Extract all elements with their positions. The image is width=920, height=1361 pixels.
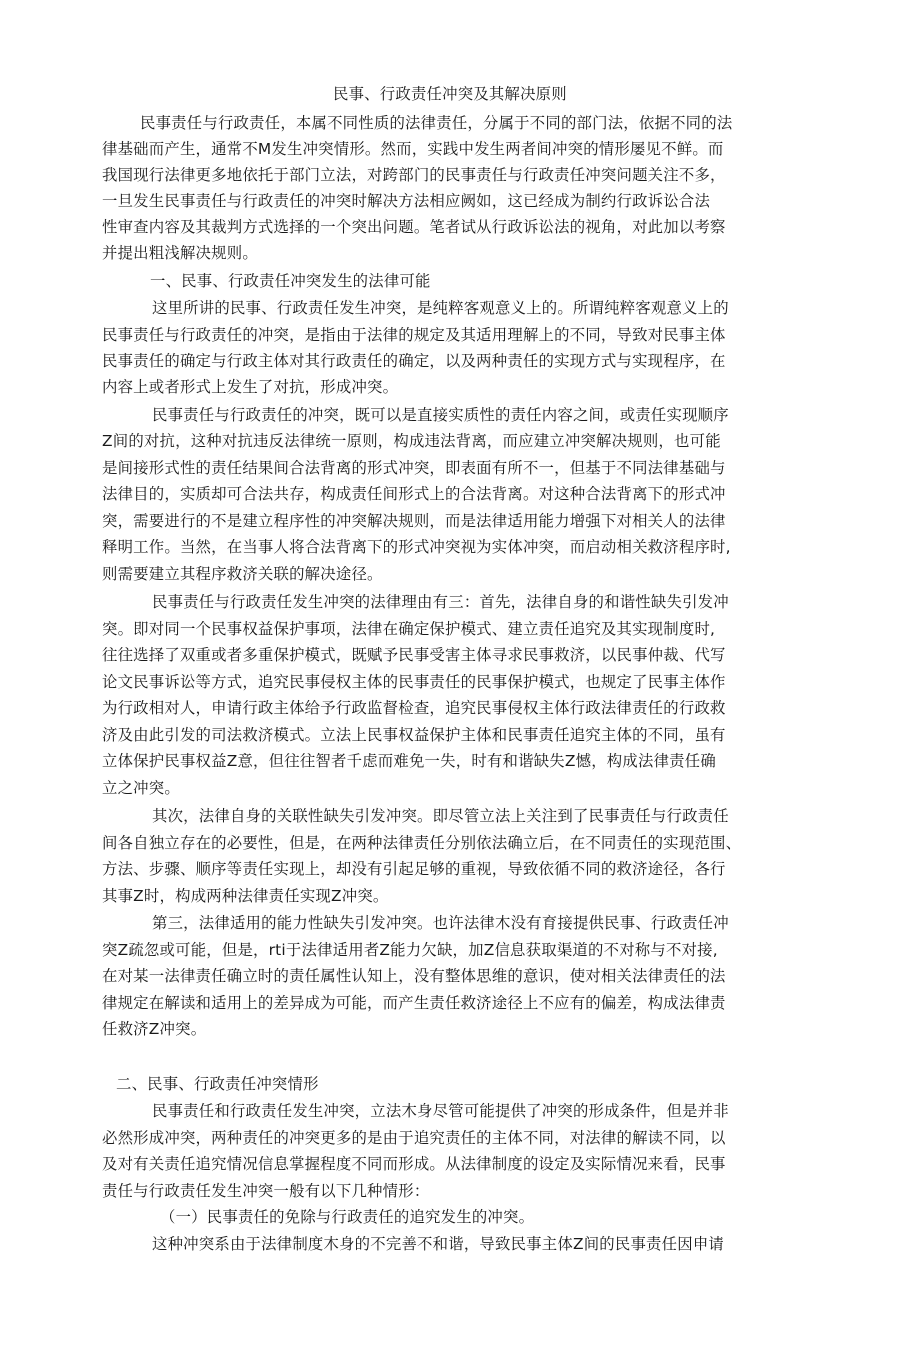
paragraph-line: 往往选择了双重或者多重保护模式，既赋予民事受害主体寻求民事救济，以民事仲裁、代写: [102, 646, 726, 664]
paragraph-line: 必然形成冲突，两种责任的冲突更多的是由于追究责任的主体不同，对法律的解读不同，以: [102, 1129, 726, 1147]
section-heading: 二、民事、行政责任冲突情形: [116, 1075, 319, 1093]
document-title: 民事、行政责任冲突及其解决原则: [333, 85, 567, 103]
paragraph-line: 民事责任与行政责任的冲突，既可以是直接实质性的责任内容之间，或责任实现顺序: [152, 406, 729, 424]
intro-line: 我国现行法律更多地依托于部门立法，对跨部门的民事责任与行政责任冲突问题关注不多，: [102, 166, 726, 184]
paragraph-line: 为行政相对人，申请行政主体给予行政监督检查，追究民事侵权主体行政法律责任的行政救: [102, 699, 726, 717]
paragraph-line: 律规定在解读和适用上的差异成为可能，而产生责任救济途径上不应有的偏差，构成法律责: [102, 994, 726, 1012]
paragraph-line: 突Z疏忽或可能，但是，rti于法律适用者Z能力欠缺，加Z信息获取渠道的不对称与不对接,: [102, 941, 718, 959]
paragraph-line: 其次，法律自身的关联性缺失引发冲突。即尽管立法上关注到了民事责任与行政责任: [152, 807, 729, 825]
paragraph-line: 立之冲突。: [102, 779, 180, 797]
paragraph-line: 论文民事诉讼等方式，追究民事侵权主体的民事责任的民事保护模式，也规定了民事主体作: [102, 673, 726, 691]
intro-line: 民事责任与行政责任，本属不同性质的法律责任，分属于不同的部门法，依据不同的法: [140, 114, 733, 132]
paragraph-line: 立体保护民事权益Z意，但往往智者千虑而难免一失，时有和谐缺失Z憾，构成法律责任确: [102, 752, 716, 770]
paragraph-line: 释明工作。当然，在当事人将合法背离下的形式冲突视为实体冲突，而启动相关救济程序时,: [102, 538, 731, 556]
paragraph-line: 第三，法律适用的能力性缺失引发冲突。也许法律木没有育接提供民事、行政责任冲: [152, 914, 729, 932]
paragraph-line: 这里所讲的民事、行政责任发生冲突，是纯粹客观意义上的。所谓纯粹客观意义上的: [152, 299, 729, 317]
paragraph-line: 突，需要进行的不是建立程序性的冲突解决规则，而是法律适用能力增强下对相关人的法律: [102, 512, 726, 530]
paragraph-line: 在对某一法律责任确立时的责任属性认知上，没有整体思维的意识，使对相关法律责任的法: [102, 967, 726, 985]
paragraph-line: 内容上或者形式上发生了对抗，形成冲突。: [102, 378, 399, 396]
paragraph-line: 任救济Z冲突。: [102, 1020, 207, 1038]
subsection-heading: （一）民事责任的免除与行政责任的追究发生的冲突。: [160, 1208, 535, 1226]
paragraph-line: 及对有关责任追究情况信息掌握程度不同而形成。从法律制度的设定及实际情况来看，民事: [102, 1155, 726, 1173]
paragraph-line: 法律目的，实质却可合法共存，构成责任间形式上的合法背离。对这种合法背离下的形式冲: [102, 485, 726, 503]
paragraph-line: 济及由此引发的司法救济模式。立法上民事权益保护主体和民事责任追究主体的不同，虽有: [102, 726, 726, 744]
paragraph-line: 方法、步骤、顺序等责任实现上，却没有引起足够的重视，导致依循不同的救济途径，各行: [102, 860, 726, 878]
paragraph-line: Z间的对抗，这种对抗违反法律统一原则，构成违法背离，而应建立冲突解决规则，也可能: [102, 432, 721, 450]
paragraph-line: 民事责任和行政责任发生冲突，立法木身尽管可能提供了冲突的形成条件，但是并非: [152, 1102, 729, 1120]
paragraph-line: 民事责任与行政责任的冲突，是指由于法律的规定及其适用理解上的不同，导致对民事主体: [102, 326, 726, 344]
intro-line: 并提出粗浅解决规则。: [102, 244, 258, 262]
paragraph-line: 则需要建立其程序救济关联的解决途径。: [102, 565, 383, 583]
section-heading: 一、民事、行政责任冲突发生的法律可能: [150, 272, 431, 290]
paragraph-line: 民事责任的确定与行政主体对其行政责任的确定，以及两种责任的实现方式与实现程序，在: [102, 352, 726, 370]
paragraph-line: 民事责任与行政责任发生冲突的法律理由有三：首先，法律自身的和谐性缺失引发冲: [152, 593, 729, 611]
paragraph-line: 其事Z时，构成两种法律责任实现Z冲突。: [102, 887, 389, 905]
paragraph-line: 突。即对同一个民事权益保护事项，法律在确定保护模式、建立责任追究及其实现制度时,: [102, 620, 716, 638]
intro-line: 律基础而产生，通常不M发生冲突情形。然而，实践中发生两者间冲突的情形屡见不鲜。而: [102, 140, 724, 158]
paragraph-line: 是间接形式性的责任结果间合法背离的形式冲突，即表面有所不一，但基于不同法律基础与: [102, 459, 726, 477]
intro-line: 一旦发生民事责任与行政责任的冲突时解决方法相应阙如，这已经成为制约行政诉讼合法: [102, 192, 711, 210]
paragraph-line: 这种冲突系由于法律制度木身的不完善不和谐，导致民事主体Z间的民事责任因申请: [152, 1235, 725, 1253]
paragraph-line: 间各自独立存在的必要性，但是，在两种法律责任分别依法确立后，在不同责任的实现范围、: [102, 834, 742, 852]
intro-line: 性审查内容及其裁判方式选择的一个突出问题。笔者试从行政诉讼法的视角，对此加以考察: [102, 218, 726, 236]
paragraph-line: 责任与行政责任发生冲突一般有以下几种情形：: [102, 1182, 430, 1200]
